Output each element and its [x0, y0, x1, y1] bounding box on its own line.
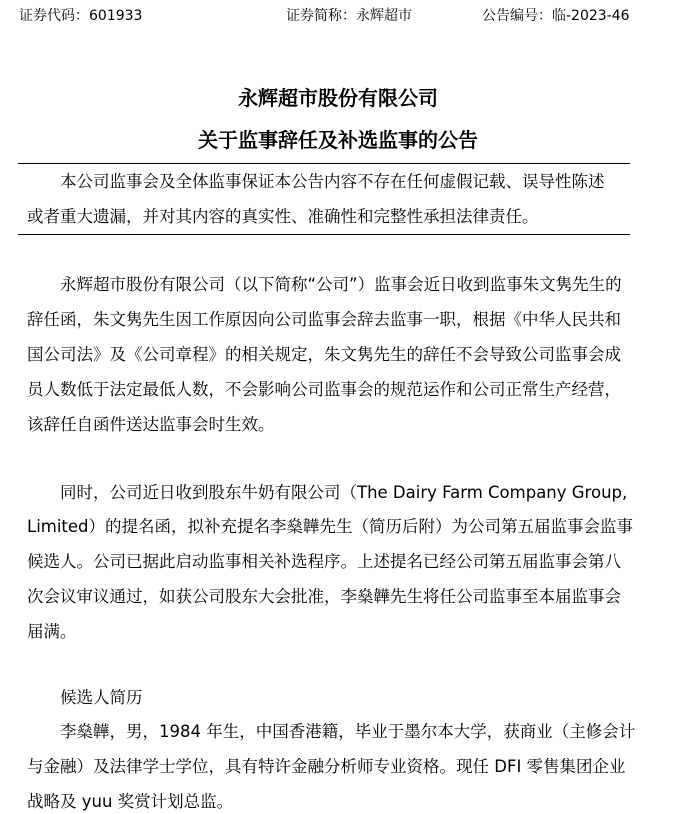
paragraph-line: 员人数低于法定最低人数，不会影响公司监事会的规范运作和公司正常生产经营，	[27, 380, 621, 399]
stock-code: 证券代码：601933	[19, 8, 143, 24]
paragraph-line: 候选人。公司已据此启动监事相关补选程序。上述提名已经公司第五届监事会第八	[27, 552, 621, 571]
stock-name: 证券简称：永辉超市	[286, 8, 412, 24]
notice-number: 公告编号：临-2023-46	[482, 8, 630, 24]
paragraph-line: 同时，公司近日收到股东牛奶有限公司（The Dairy Farm Company Group,	[60, 483, 628, 502]
company-title: 永辉超市股份有限公司	[238, 86, 438, 110]
paragraph-line: 届满。	[27, 622, 77, 641]
notice-title: 关于监事辞任及补选监事的公告	[198, 128, 478, 152]
resume-line: 与金融）及法律学士学位，具有特许金融分析师专业资格。现任 DFI 零售集团企业	[27, 757, 626, 776]
paragraph-line: 国公司法》及《公司章程》的相关规定，朱文隽先生的辞任不会导致公司监事会成	[27, 345, 621, 364]
statement-line: 或者重大遗漏，并对其内容的真实性、准确性和完整性承担法律责任。	[27, 207, 539, 226]
resume-heading: 候选人简历	[60, 688, 143, 707]
resume-line: 李燊韡，男，1984 年生，中国香港籍，毕业于墨尔本大学，获商业（主修会计	[60, 722, 636, 741]
resume-line: 战略及 yuu 奖赏计划总监。	[27, 792, 234, 811]
paragraph-line: 辞任函，朱文隽先生因工作原因向公司监事会辞去监事一职，根据《中华人民共和	[27, 310, 621, 329]
paragraph-line: 次会议审议通过，如获公司股东大会批准，李燊韡先生将任公司监事至本届监事会	[27, 587, 621, 606]
paragraph-line: 永辉超市股份有限公司（以下简称“公司”）监事会近日收到监事朱文隽先生的	[60, 275, 622, 294]
paragraph-line: 该辞任自函件送达监事会时生效。	[27, 415, 275, 434]
statement-line: 本公司监事会及全体监事保证本公告内容不存在任何虚假记载、误导性陈述	[60, 172, 605, 191]
paragraph-line: Limited）的提名函，拟补充提名李燊韡先生（简历后附）为公司第五届监事会监事	[27, 517, 634, 536]
